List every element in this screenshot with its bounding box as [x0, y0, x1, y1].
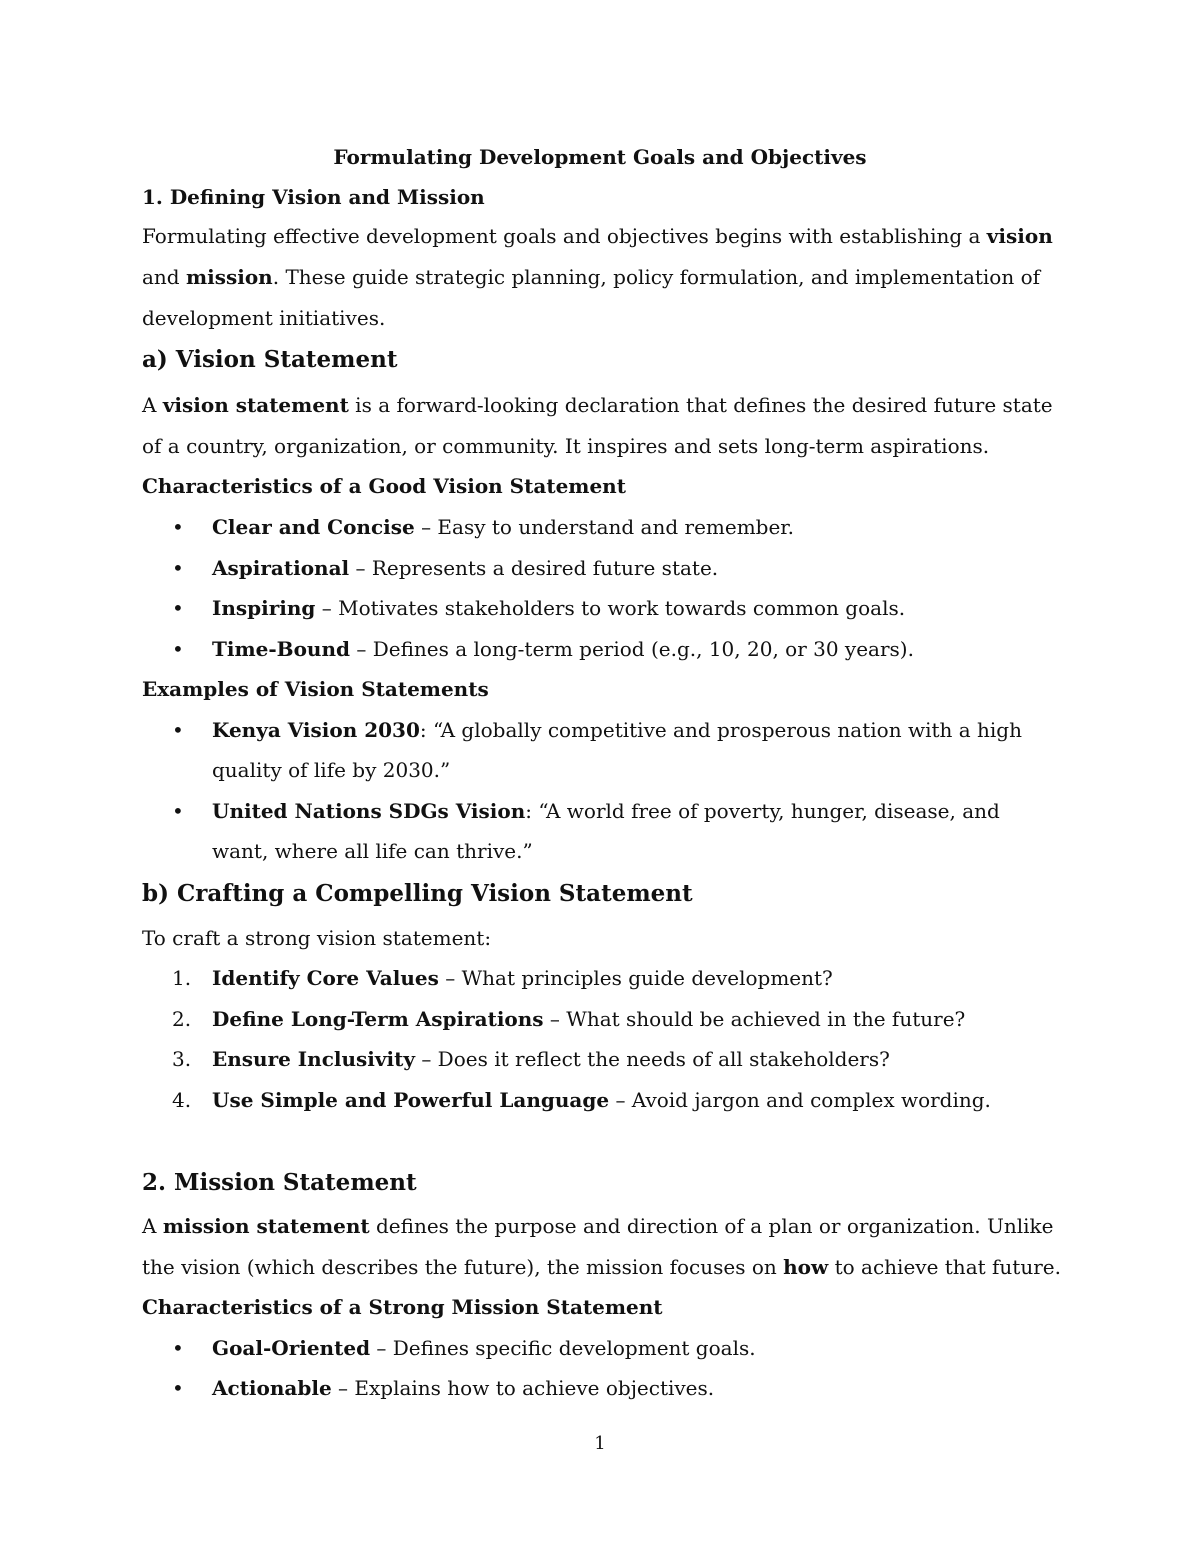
section-1-heading: 1. Defining Vision and Mission — [142, 185, 485, 209]
bullet-marker: • — [172, 515, 184, 539]
vision-statement-paragraph — [142, 385, 1067, 467]
bold-term: Clear and Concise — [212, 515, 415, 539]
text-run: and — [142, 265, 186, 289]
text-run: A — [142, 393, 163, 417]
page-number: 1 — [594, 1433, 606, 1454]
bold-term: Actionable — [212, 1376, 332, 1400]
text-run: – Defines a long-term period (e.g., 10, 20, or 30 years). — [349, 637, 914, 661]
vision-statement-heading: a) Vision Statement — [142, 346, 398, 373]
bold-term: mission statement — [162, 1214, 370, 1238]
bold-term: Goal-Oriented — [212, 1336, 371, 1360]
bold-term: Identify Core Values — [212, 966, 439, 990]
bullet-marker: • — [172, 1376, 184, 1400]
bold-term: Ensure Inclusivity — [212, 1047, 415, 1071]
bold-term: mission — [185, 265, 273, 289]
bold-term: vision statement — [162, 393, 349, 417]
text-run: is a forward-looking declaration that defines the desired future state of a country, organization, or community. It inspires and sets long-term aspirations. — [142, 393, 1053, 458]
bold-term: vision — [986, 224, 1053, 248]
bullet-marker: • — [172, 556, 184, 580]
bold-term: Define Long-Term Aspirations — [212, 1007, 544, 1031]
vision-characteristics-heading: Characteristics of a Good Vision Statement — [142, 474, 626, 498]
number-marker: 3. — [172, 1047, 192, 1071]
bold-term: Aspirational — [212, 556, 350, 580]
crafting-intro: To craft a strong vision statement: — [142, 926, 492, 950]
text-run: A — [142, 1214, 163, 1238]
mission-characteristics-heading: Characteristics of a Strong Mission Statement — [142, 1295, 663, 1319]
mission-statement-heading: 2. Mission Statement — [142, 1169, 417, 1196]
text-run: . These guide strategic planning, policy formulation, and implementation of development initiatives. — [142, 265, 1041, 330]
bold-term: United Nations SDGs Vision — [212, 799, 526, 823]
crafting-vision-heading: b) Crafting a Compelling Vision Statement — [142, 880, 693, 907]
bold-term: how — [783, 1255, 829, 1279]
text-run: – Does it reflect the needs of all stakeholders? — [414, 1047, 890, 1071]
bullet-marker: • — [172, 718, 184, 742]
bullet-marker: • — [172, 799, 184, 823]
text-run: – Easy to understand and remember. — [414, 515, 795, 539]
vision-examples-heading: Examples of Vision Statements — [142, 677, 489, 701]
text-run: defines the purpose and direction of a plan or organization. Unlike the vision (which describes the future), the mission focuses on — [142, 1214, 1054, 1279]
bold-term: Time-Bound — [212, 637, 350, 661]
text-run: : “A globally competitive and prosperous nation with a high quality of life by 2030.” — [212, 718, 1022, 782]
bullet-marker: • — [172, 637, 184, 661]
text-run: – Defines specific development goals. — [370, 1336, 756, 1360]
text-run: – What principles guide development? — [438, 966, 833, 990]
bold-term: Use Simple and Powerful Language — [212, 1088, 610, 1112]
text-run: – What should be achieved in the future? — [543, 1007, 966, 1031]
text-run: – Motivates stakeholders to work towards common goals. — [315, 596, 906, 620]
mission-statement-paragraph — [142, 1206, 1067, 1288]
bullet-marker: • — [172, 1336, 184, 1360]
page-title: Formulating Development Goals and Objectives — [333, 145, 867, 169]
number-marker: 4. — [172, 1088, 192, 1112]
text-run: : “A world free of poverty, hunger, disease, and want, where all life can thrive.” — [212, 799, 1000, 863]
text-run: Formulating effective development goals and objectives begins with establishing a — [142, 224, 987, 248]
text-run: to achieve that future. — [828, 1255, 1061, 1279]
text-run: – Avoid jargon and complex wording. — [609, 1088, 991, 1112]
section-1-paragraph — [142, 216, 1067, 339]
number-marker: 1. — [172, 966, 192, 990]
text-run: – Explains how to achieve objectives. — [331, 1376, 715, 1400]
bold-term: Kenya Vision 2030 — [212, 718, 420, 742]
bold-term: Inspiring — [212, 596, 316, 620]
bullet-marker: • — [172, 596, 184, 620]
text-run: – Represents a desired future state. — [349, 556, 719, 580]
number-marker: 2. — [172, 1007, 192, 1031]
